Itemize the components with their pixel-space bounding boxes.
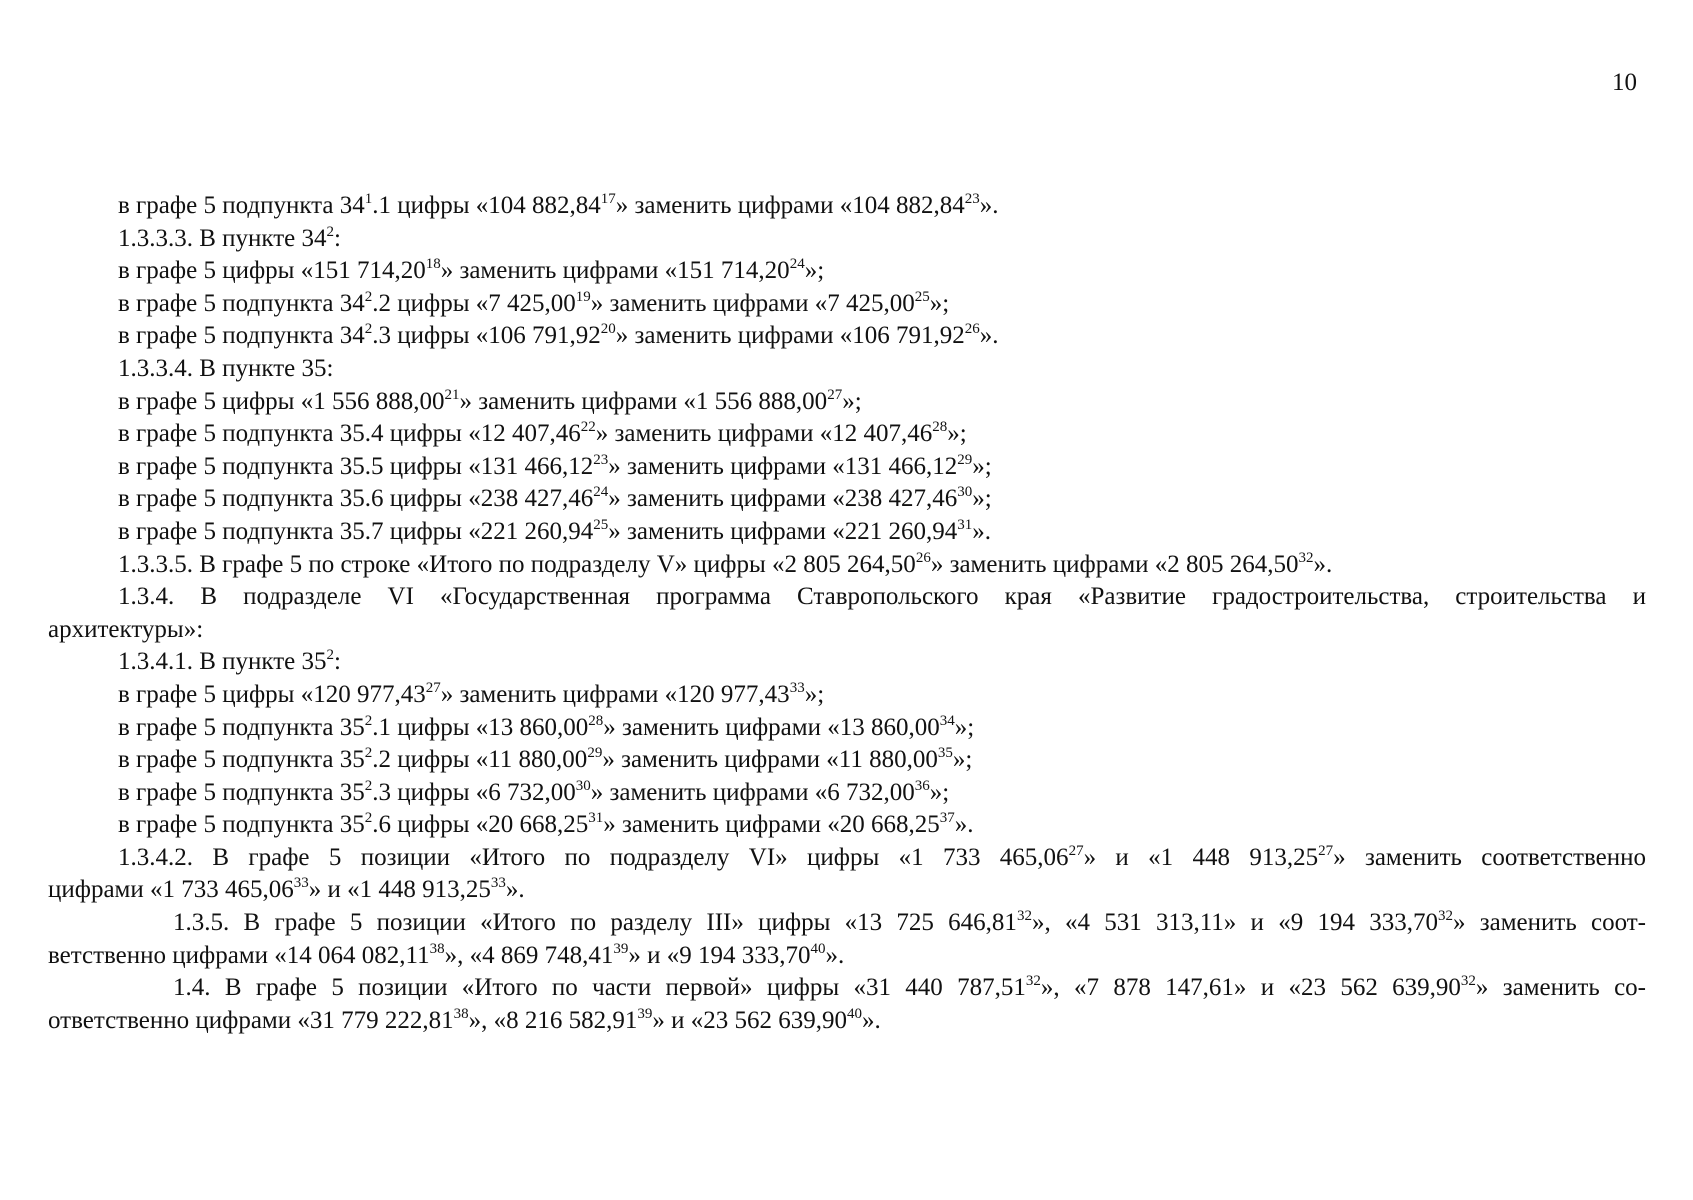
page-number: 10 — [1612, 69, 1637, 96]
text-segment: 1.3.3.4. В пункте 35: — [118, 354, 334, 382]
superscript-mark: 2 — [364, 288, 373, 305]
superscript-mark: 32 — [1437, 908, 1453, 925]
superscript-mark: 28 — [588, 712, 604, 729]
text-line — [48, 777, 1646, 810]
text-segment: » заменить цифрами «20 668,25 — [603, 811, 940, 839]
text-line — [48, 842, 1646, 875]
superscript-mark: 31 — [588, 810, 604, 827]
text-segment: в графе 5 подпункта 35.4 цифры «12 407,46 — [118, 420, 581, 448]
text-segment: »; — [952, 746, 973, 774]
text-segment: ответственно цифрами «31 779 222,81 — [48, 1006, 454, 1034]
text-segment: » и «23 562 639,90 — [652, 1006, 848, 1034]
text-segment: » и «1 448 913,25 — [1083, 843, 1319, 871]
superscript-mark: 28 — [932, 419, 948, 436]
superscript-mark: 17 — [600, 191, 616, 207]
text-segment: » заменить цифрами «221 260,94 — [608, 517, 958, 545]
text-segment: 1.3.3.3. В пункте 34 — [118, 224, 327, 252]
superscript-mark: 30 — [957, 484, 973, 501]
text-segment: » заменить цифрами «104 882,84 — [615, 192, 965, 219]
superscript-mark: 32 — [1016, 908, 1032, 925]
text-segment: » заменить цифрами «120 977,43 — [440, 680, 790, 708]
superscript-mark: 21 — [444, 386, 460, 403]
text-segment: ветственно цифрами «14 064 082,11 — [48, 941, 430, 969]
text-line — [48, 353, 1646, 386]
superscript-mark: 18 — [425, 256, 441, 273]
text-segment: »; — [972, 452, 992, 480]
text-segment: » заменить цифрами «7 425,00 — [590, 289, 915, 317]
text-segment: »; — [947, 420, 967, 448]
text-segment: в графе 5 подпункта 35 — [118, 778, 365, 806]
text-line — [48, 320, 1646, 353]
text-segment: »; — [929, 289, 950, 317]
superscript-mark: 2 — [364, 810, 373, 827]
text-segment: »; — [954, 713, 975, 741]
text-segment: в графе 5 подпункта 35.5 цифры «131 466,12 — [118, 452, 594, 480]
superscript-mark: 2 — [326, 647, 335, 664]
text-segment: .3 цифры «106 791,92 — [372, 322, 601, 350]
text-line — [48, 190, 1646, 223]
text-segment: в графе 5 подпункта 35 — [118, 713, 365, 741]
superscript-mark: 32 — [1298, 549, 1314, 566]
superscript-mark: 31 — [957, 516, 973, 533]
text-segment: » заменить цифрами «151 714,20 — [440, 257, 790, 285]
text-line — [48, 483, 1646, 516]
text-segment: » заменить со- — [1475, 974, 1646, 1002]
text-segment: 1.3.4.2. В графе 5 позиции «Итого по подразделу VI» цифры «1 733 465,06 — [118, 843, 1069, 871]
text-segment: » заменить цифрами «13 860,00 — [603, 713, 940, 741]
text-line — [48, 451, 1646, 484]
text-segment: 1.4. В графе 5 позиции «Итого по части первой» цифры «31 440 787,51 — [173, 974, 1026, 1002]
text-segment: в графе 5 подпункта 34 — [118, 322, 365, 350]
superscript-mark: 33 — [490, 875, 506, 892]
text-segment: ». — [979, 322, 999, 350]
text-segment: ». — [505, 876, 525, 904]
text-segment: »; — [972, 485, 992, 513]
text-line — [48, 581, 1646, 614]
text-line — [48, 679, 1646, 712]
superscript-mark: 27 — [1318, 842, 1334, 859]
superscript-mark: 24 — [789, 256, 805, 273]
text-segment: в графе 5 подпункта 35 — [118, 811, 365, 839]
superscript-mark: 33 — [789, 679, 805, 696]
text-segment: » заменить цифрами «238 427,46 — [608, 485, 958, 513]
text-line — [48, 418, 1646, 451]
text-segment: » заменить соот- — [1452, 909, 1646, 937]
superscript-mark: 24 — [593, 484, 609, 501]
superscript-mark: 2 — [364, 745, 373, 762]
superscript-mark: 1 — [364, 191, 373, 207]
text-segment: » заменить соответственно — [1333, 843, 1646, 871]
superscript-mark: 27 — [1068, 842, 1084, 859]
superscript-mark: 2 — [364, 712, 373, 729]
superscript-mark: 36 — [914, 777, 930, 794]
text-line — [48, 907, 1646, 940]
text-segment: в графе 5 цифры «120 977,43 — [118, 680, 426, 708]
superscript-mark: 27 — [425, 679, 441, 696]
text-segment: », «4 531 313,11» и «9 194 333,70 — [1031, 909, 1438, 937]
text-segment: » и «1 448 913,25 — [308, 876, 491, 904]
superscript-mark: 20 — [600, 321, 616, 338]
text-segment: 1.3.5. В графе 5 позиции «Итого по разделу III» цифры «13 725 646,81 — [173, 909, 1017, 937]
superscript-mark: 39 — [613, 940, 629, 957]
superscript-mark: 38 — [453, 1005, 469, 1022]
document-body — [48, 190, 1646, 1037]
text-segment: в графе 5 подпункта 35.6 цифры «238 427,46 — [118, 485, 594, 513]
text-segment: .1 цифры «104 882,84 — [372, 192, 601, 219]
text-segment: в графе 5 подпункта 35 — [118, 746, 365, 774]
text-line — [48, 874, 1646, 907]
superscript-mark: 2 — [326, 223, 335, 240]
superscript-mark: 40 — [810, 940, 826, 957]
text-line — [48, 809, 1646, 842]
superscript-mark: 29 — [587, 745, 603, 762]
text-segment: » заменить цифрами «2 805 264,50 — [930, 550, 1299, 578]
text-line — [48, 549, 1646, 582]
text-segment: » заменить цифрами «12 407,46 — [595, 420, 933, 448]
text-segment: »; — [842, 387, 862, 415]
superscript-mark: 30 — [575, 777, 591, 794]
text-segment: : — [334, 648, 341, 676]
superscript-mark: 26 — [915, 549, 931, 566]
text-line — [48, 255, 1646, 288]
superscript-mark: 29 — [957, 451, 973, 468]
text-segment: .2 цифры «11 880,00 — [372, 746, 588, 774]
superscript-mark: 40 — [847, 1005, 863, 1022]
superscript-mark: 19 — [575, 288, 591, 305]
text-segment: ». — [954, 811, 974, 839]
text-segment: ». — [1313, 550, 1333, 578]
text-segment: 1.3.4.1. В пункте 35 — [118, 648, 327, 676]
superscript-mark: 2 — [364, 777, 373, 794]
text-line — [48, 288, 1646, 321]
text-segment: »; — [929, 778, 950, 806]
text-segment: » заменить цифрами «131 466,12 — [608, 452, 958, 480]
superscript-mark: 34 — [939, 712, 955, 729]
text-segment: .6 цифры «20 668,25 — [372, 811, 589, 839]
text-segment: ». — [825, 941, 845, 969]
text-line — [48, 744, 1646, 777]
text-line — [48, 386, 1646, 419]
text-segment: », «8 216 582,91 — [468, 1006, 638, 1034]
text-segment: .2 цифры «7 425,00 — [372, 289, 576, 317]
text-segment: » заменить цифрами «1 556 888,00 — [459, 387, 828, 415]
superscript-mark: 39 — [637, 1005, 653, 1022]
text-segment: » заменить цифрами «106 791,92 — [615, 322, 965, 350]
superscript-mark: 32 — [1025, 973, 1041, 990]
superscript-mark: 23 — [964, 191, 980, 207]
superscript-mark: 33 — [293, 875, 309, 892]
text-segment: ». — [862, 1006, 881, 1034]
text-segment: в графе 5 цифры «151 714,20 — [118, 257, 426, 285]
text-line — [48, 223, 1646, 256]
superscript-mark: 26 — [964, 321, 980, 338]
text-segment: цифрами «1 733 465,06 — [48, 876, 294, 904]
text-line — [48, 646, 1646, 679]
text-line — [48, 1005, 1646, 1038]
text-segment: в графе 5 подпункта 34 — [118, 192, 365, 219]
text-segment: .1 цифры «13 860,00 — [372, 713, 589, 741]
superscript-mark: 27 — [827, 386, 843, 403]
text-line — [48, 614, 1646, 647]
text-segment: »; — [804, 680, 825, 708]
superscript-mark: 38 — [429, 940, 445, 957]
text-segment: 1.3.4. В подразделе VI «Государственная программа Ставропольского края «Развитие градостроительства, строительства и — [118, 583, 1646, 611]
text-segment: »; — [804, 257, 825, 285]
text-line — [48, 972, 1646, 1005]
superscript-mark: 32 — [1460, 973, 1476, 990]
superscript-mark: 35 — [937, 745, 953, 762]
text-segment: : — [334, 224, 341, 252]
text-segment: в графе 5 подпункта 35.7 цифры «221 260,94 — [118, 517, 594, 545]
text-segment: », «7 878 147,61» и «23 562 639,90 — [1040, 974, 1461, 1002]
superscript-mark: 22 — [580, 419, 596, 436]
text-segment: » заменить цифрами «11 880,00 — [602, 746, 938, 774]
superscript-mark: 23 — [593, 451, 609, 468]
text-segment: 1.3.3.5. В графе 5 по строке «Итого по подразделу V» цифры «2 805 264,50 — [118, 550, 916, 578]
superscript-mark: 37 — [939, 810, 955, 827]
text-line — [48, 516, 1646, 549]
text-line — [48, 940, 1646, 973]
superscript-mark: 2 — [364, 321, 373, 338]
text-segment: ». — [972, 517, 991, 545]
text-segment: .3 цифры «6 732,00 — [372, 778, 576, 806]
text-segment: » и «9 194 333,70 — [628, 941, 811, 969]
text-segment: архитектуры»: — [48, 615, 204, 643]
superscript-mark: 25 — [914, 288, 930, 305]
text-segment: в графе 5 цифры «1 556 888,00 — [118, 387, 445, 415]
text-segment: », «4 869 748,41 — [444, 941, 614, 969]
text-line — [48, 712, 1646, 745]
superscript-mark: 25 — [593, 516, 609, 533]
text-segment: » заменить цифрами «6 732,00 — [590, 778, 915, 806]
text-segment: в графе 5 подпункта 34 — [118, 289, 365, 317]
text-segment: ». — [979, 192, 999, 219]
